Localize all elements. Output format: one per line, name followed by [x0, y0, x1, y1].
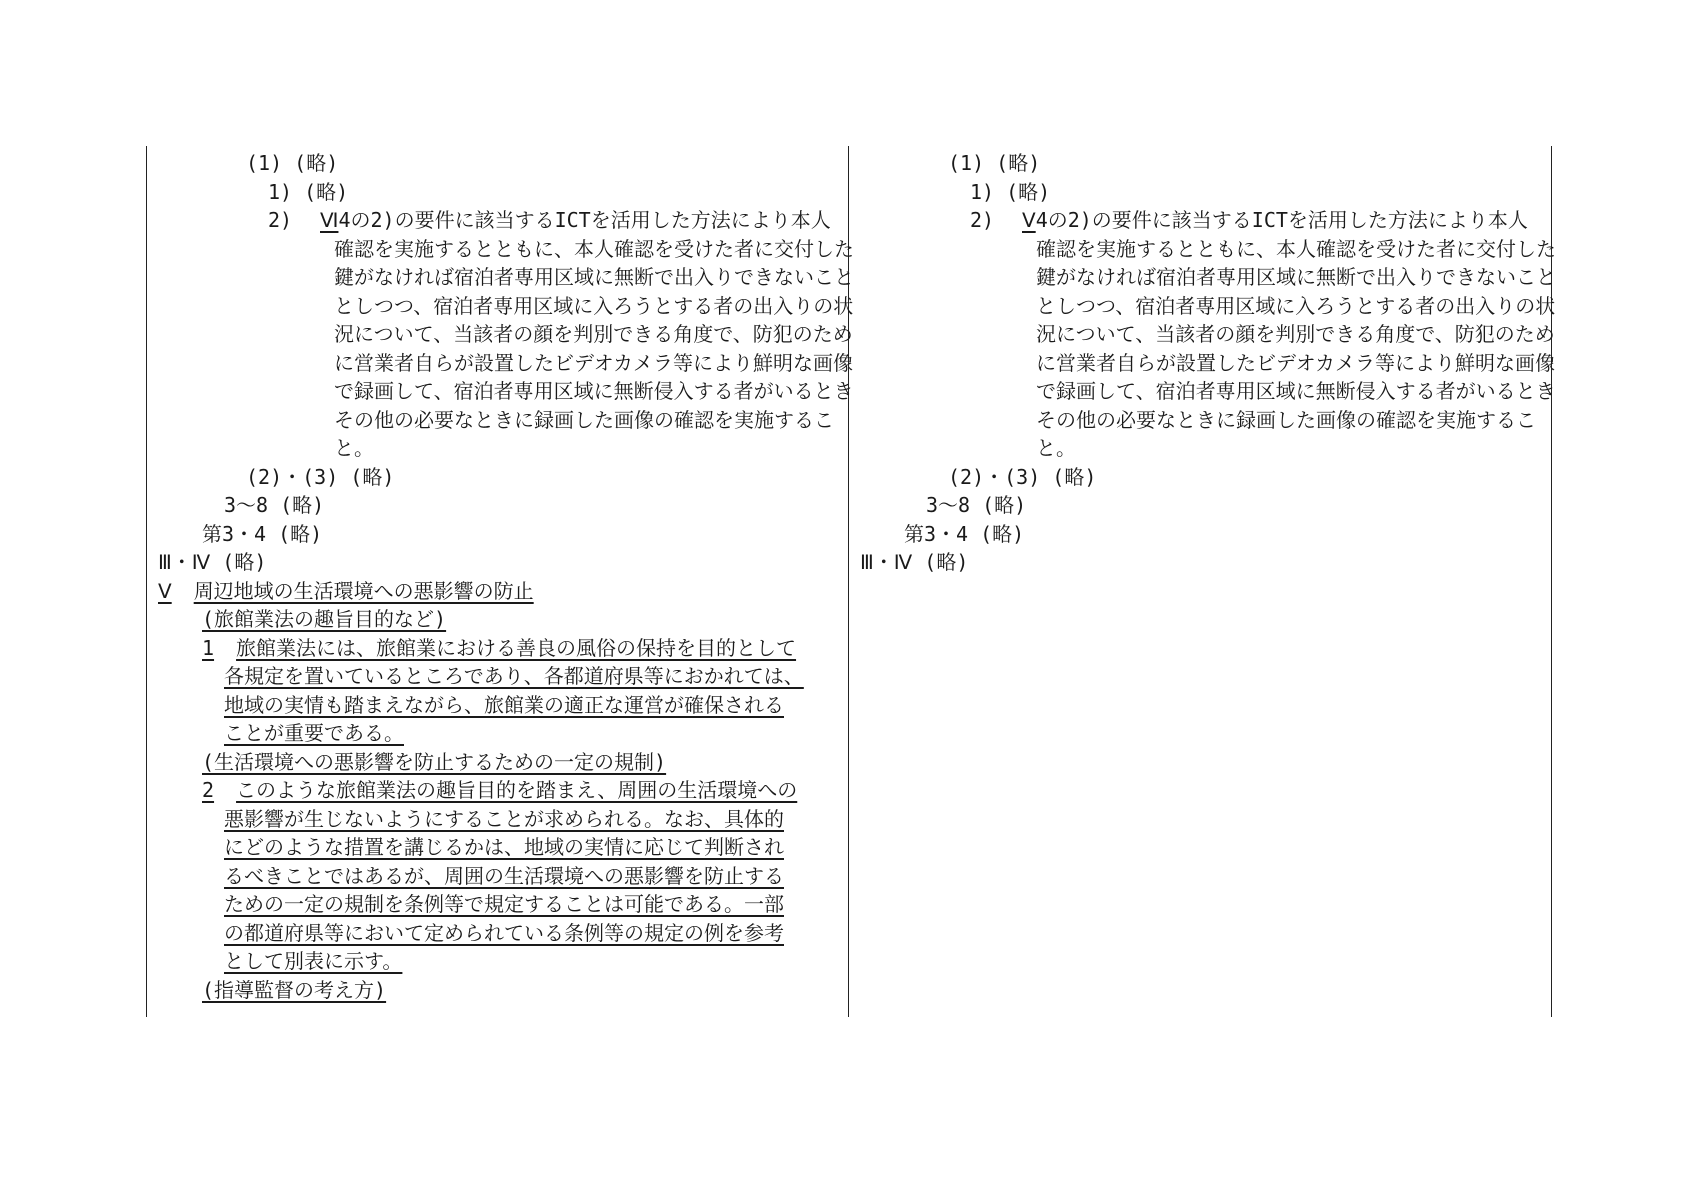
item-1: (1) (略) [246, 151, 339, 175]
paragraph-line: として別表に示す。 [224, 949, 403, 973]
paragraph-line: の都道府県等において定められている条例等の規定の例を参考 [224, 920, 784, 945]
paragraph-line: と。 [1036, 436, 1076, 460]
comparison-table [146, 146, 1556, 1017]
item-3-8: 3～8 (略) [224, 493, 325, 517]
paragraph-line: その他の必要なときに録画した画像の確認を実施するこ [1036, 407, 1536, 432]
paragraph-line: としつつ、宿泊者専用区域に入ろうとする者の出入りの状 [334, 293, 854, 318]
subheading-purpose: (旅館業法の趣旨目的など) [202, 607, 447, 631]
part-3-4: 第3・4 (略) [202, 521, 323, 546]
chapter-5-number: Ⅴ [158, 578, 172, 603]
paragraph-line: に営業者自らが設置したビデオカメラ等により鮮明な画像 [334, 350, 853, 375]
paragraph-line: で録画して、宿泊者専用区域に無断侵入する者がいるとき [334, 379, 854, 403]
chapter-3-4: Ⅲ・Ⅳ (略) [158, 550, 267, 574]
paragraph-line: と。 [334, 436, 374, 460]
item-2-3: (2)・(3) (略) [246, 464, 395, 489]
paragraph-line: 悪影響が生じないようにすることが求められる。なお、具体的 [224, 806, 784, 831]
section-reference: Ⅴ [1022, 208, 1036, 232]
paragraph-1: 1 旅館業法には、旅館業における善良の風俗の保持を目的として [147, 634, 840, 663]
subitem-1: 1) (略) [268, 179, 349, 204]
paragraph-line: るべきことではあるが、周囲の生活環境への悪影響を防止する [224, 863, 784, 888]
paragraph-line: その他の必要なときに録画した画像の確認を実施するこ [334, 407, 834, 432]
subheading-supervision: (指導監督の考え方) [202, 977, 387, 1002]
paragraph-line: に営業者自らが設置したビデオカメラ等により鮮明な画像 [1036, 350, 1555, 375]
paragraph-line: 確認を実施するとともに、本人確認を受けた者に交付した [334, 236, 854, 261]
paragraph-line: 鍵がなければ宿泊者専用区域に無断で出入りできないこと [334, 265, 854, 289]
left-column [147, 146, 854, 1017]
paragraph-line: 鍵がなければ宿泊者専用区域に無断で出入りできないこと [1036, 265, 1556, 289]
paragraph-line: ことが重要である。 [224, 721, 404, 745]
paragraph-1-number: 1 [202, 635, 215, 660]
paragraph-2-number: 2 [202, 778, 215, 802]
paragraph-line: 各規定を置いているところであり、各都道府県等におかれては、 [224, 664, 804, 688]
subitem-2: 2) Ⅵ4の2)の要件に該当するICTを活用した方法により本人 [147, 206, 840, 235]
paragraph-line: としつつ、宿泊者専用区域に入ろうとする者の出入りの状 [1036, 293, 1556, 318]
paragraph-line: 況について、当該者の顔を判別できる角度で、防犯のため [334, 322, 853, 346]
item-2-3: (2)・(3) (略) [948, 464, 1097, 489]
subitem-2: 2) Ⅴ4の2)の要件に該当するICTを活用した方法により本人 [849, 206, 1543, 235]
section-reference: Ⅵ [320, 208, 339, 232]
paragraph-line: 確認を実施するとともに、本人確認を受けた者に交付した [1036, 236, 1556, 261]
part-3-4: 第3・4 (略) [904, 521, 1025, 546]
paragraph-line: 地域の実情も踏まえながら、旅館業の適正な運営が確保される [224, 692, 784, 717]
subitem-2-number: 2) [970, 208, 995, 232]
paragraph-2: 2 このような旅館業法の趣旨目的を踏まえ、周囲の生活環境への [147, 776, 840, 805]
subheading-regulation: (生活環境への悪影響を防止するための一定の規制) [202, 749, 667, 774]
item-1: (1) (略) [948, 151, 1041, 175]
chapter-5-heading [147, 577, 840, 606]
subitem-2-number: 2) [268, 208, 293, 232]
paragraph-line: にどのような措置を講じるかは、地域の実情に応じて判断され [224, 835, 784, 859]
paragraph-line: 況について、当該者の顔を判別できる角度で、防犯のため [1036, 322, 1555, 346]
chapter-3-4: Ⅲ・Ⅳ (略) [860, 550, 969, 574]
paragraph-line: ための一定の規制を条例等で規定することは可能である。一部 [224, 892, 784, 916]
chapter-5-title: 周辺地域の生活環境への悪影響の防止 [193, 578, 534, 603]
item-3-8: 3～8 (略) [926, 493, 1027, 517]
paragraph-line: で録画して、宿泊者専用区域に無断侵入する者がいるとき [1036, 379, 1556, 403]
subitem-1: 1) (略) [970, 179, 1051, 204]
right-column [849, 146, 1556, 1017]
